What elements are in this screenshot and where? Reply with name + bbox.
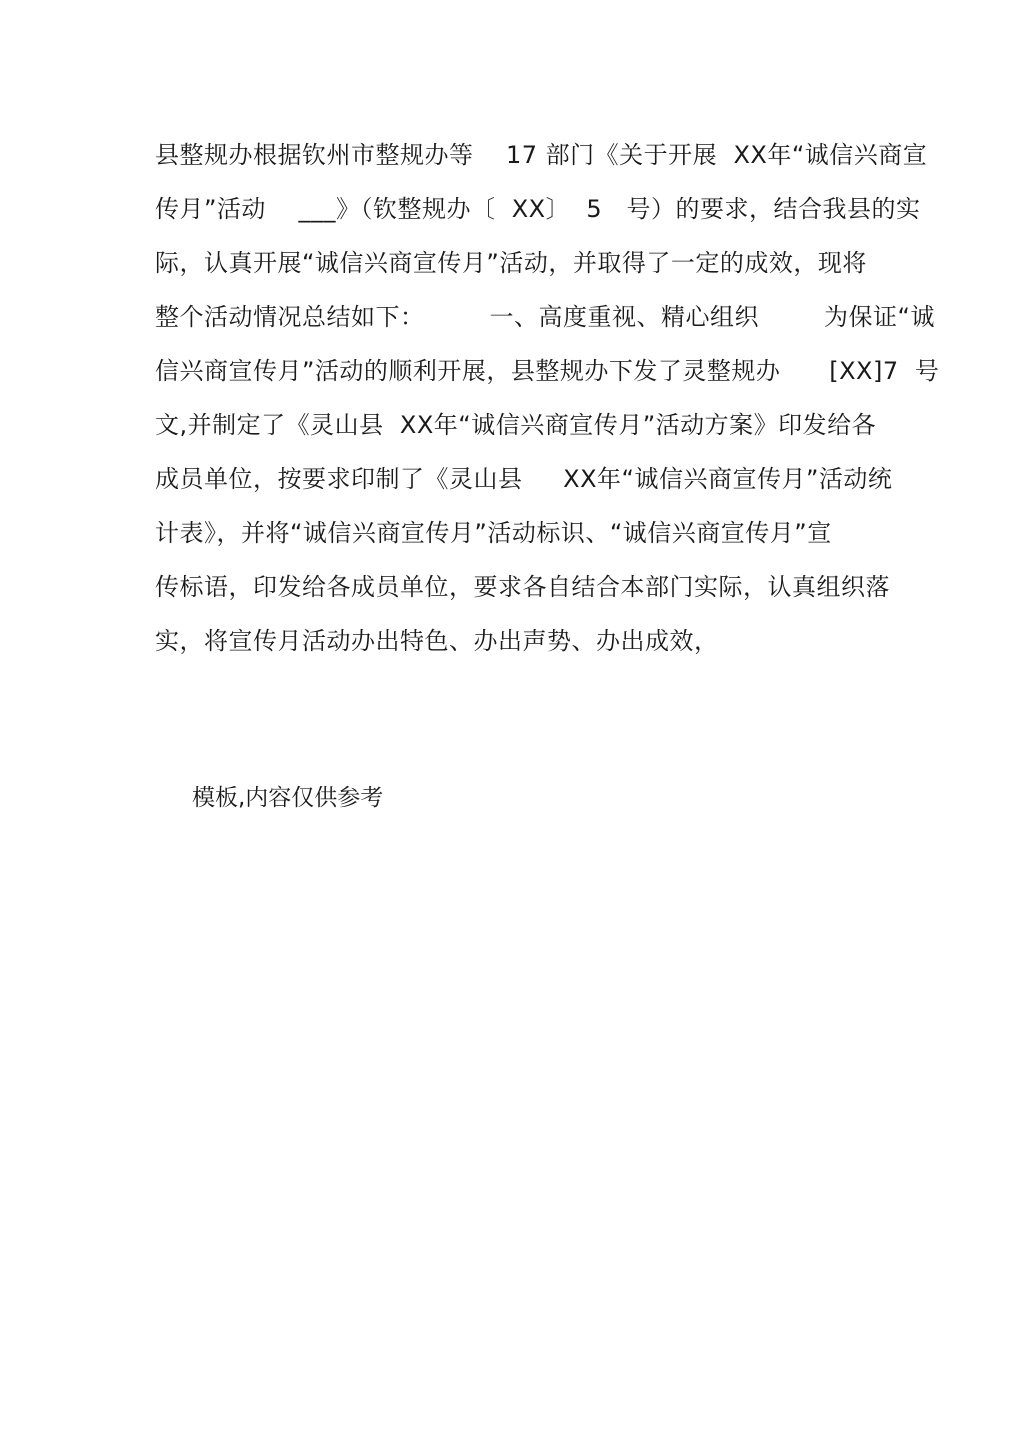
paragraph-line: 整个活动情况总结如下： 一、高度重视、精心组织 为保证“诚 — [155, 303, 935, 331]
paragraph-line: 文,并制定了《灵山县 XX年“诚信兴商宣传月”活动方案》印发给各 — [155, 411, 877, 439]
paragraph-line: 传月”活动 ___》（钦整规办〔 XX〕 5 号）的要求，结合我县的实 — [155, 195, 921, 223]
paragraph-line: 计表》，并将“诚信兴商宣传月”活动标识、“诚信兴商宣传月”宣 — [155, 519, 832, 547]
template-disclaimer: 模板,内容仅供参考 — [192, 785, 384, 811]
paragraph-line: 际，认真开展“诚信兴商宣传月”活动，并取得了一定的成效，现将 — [155, 249, 867, 277]
body-paragraph — [155, 128, 940, 668]
paragraph-line: 传标语，印发给各成员单位，要求各自结合本部门实际，认真组织落 — [155, 573, 890, 601]
paragraph-line: 成员单位，按要求印制了《灵山县 XX年“诚信兴商宣传月”活动统 — [155, 465, 893, 493]
paragraph-line: 县整规办根据钦州市整规办等 17 部门《关于开展 XX年“诚信兴商宣 — [155, 141, 928, 169]
paragraph-line: 实，将宣传月活动办出特色、办出声势、办出成效， — [155, 627, 719, 655]
paragraph-line: 信兴商宣传月”活动的顺利开展，县整规办下发了灵整规办 [XX]7 号 — [155, 357, 940, 385]
